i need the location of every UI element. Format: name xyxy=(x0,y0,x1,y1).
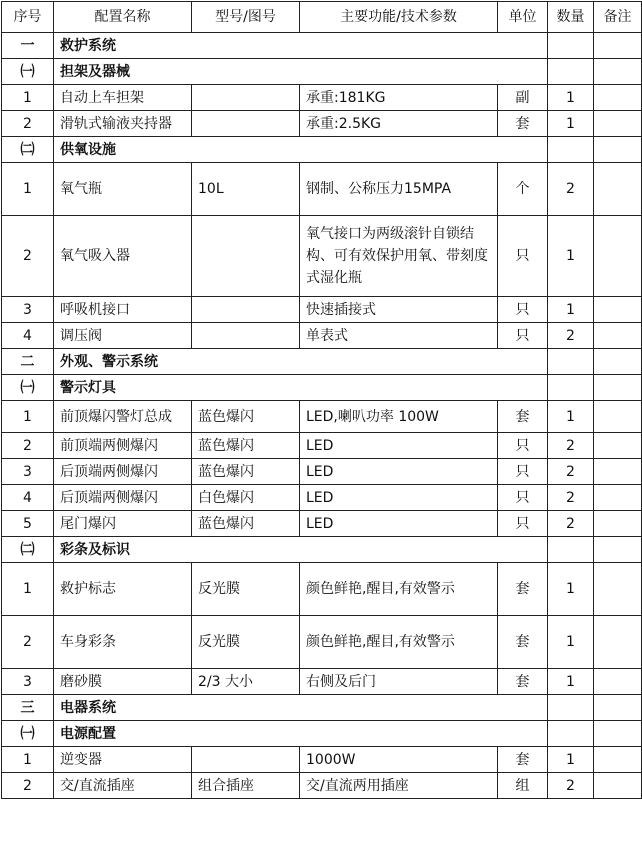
row-number: 1 xyxy=(2,563,54,616)
table-row xyxy=(2,216,642,297)
section-row xyxy=(2,695,642,721)
item-qty: 1 xyxy=(548,297,594,323)
item-unit: 只 xyxy=(498,323,548,349)
item-model: 反光膜 xyxy=(192,563,300,616)
item-qty: 1 xyxy=(548,111,594,137)
section-row xyxy=(2,721,642,747)
item-spec: LED xyxy=(300,485,498,511)
item-qty: 1 xyxy=(548,401,594,433)
item-qty: 1 xyxy=(548,85,594,111)
table-row xyxy=(2,163,642,216)
item-spec: LED xyxy=(300,511,498,537)
item-name: 救护标志 xyxy=(54,563,192,616)
item-unit: 只 xyxy=(498,459,548,485)
section-number: ㈠ xyxy=(2,375,54,401)
item-qty: 2 xyxy=(548,773,594,799)
section-empty-cell xyxy=(548,137,594,163)
item-note xyxy=(594,85,642,111)
row-number: 2 xyxy=(2,433,54,459)
section-row xyxy=(2,33,642,59)
item-unit: 只 xyxy=(498,433,548,459)
section-title: 电器系统 xyxy=(54,695,548,721)
row-number: 4 xyxy=(2,323,54,349)
item-note xyxy=(594,747,642,773)
section-empty-cell xyxy=(548,537,594,563)
row-number: 4 xyxy=(2,485,54,511)
section-number: ㈠ xyxy=(2,59,54,85)
item-unit: 只 xyxy=(498,511,548,537)
item-spec: LED xyxy=(300,433,498,459)
row-number: 2 xyxy=(2,111,54,137)
item-spec: 1000W xyxy=(300,747,498,773)
table-row xyxy=(2,297,642,323)
section-title: 救护系统 xyxy=(54,33,548,59)
row-number: 2 xyxy=(2,216,54,297)
section-row xyxy=(2,375,642,401)
item-name: 后顶端两侧爆闪 xyxy=(54,485,192,511)
row-number: 5 xyxy=(2,511,54,537)
section-empty-cell xyxy=(548,375,594,401)
item-spec: 交/直流两用插座 xyxy=(300,773,498,799)
item-name: 氧气瓶 xyxy=(54,163,192,216)
item-note xyxy=(594,163,642,216)
section-number: 三 xyxy=(2,695,54,721)
item-qty: 2 xyxy=(548,323,594,349)
item-note xyxy=(594,111,642,137)
item-unit: 只 xyxy=(498,485,548,511)
section-empty-cell xyxy=(594,59,642,85)
item-note xyxy=(594,433,642,459)
item-unit: 套 xyxy=(498,401,548,433)
item-spec: 氧气接口为两级滚针自锁结构、可有效保护用氧、带刻度式湿化瓶 xyxy=(300,216,498,297)
section-row xyxy=(2,537,642,563)
item-name: 呼吸机接口 xyxy=(54,297,192,323)
section-title: 彩条及标识 xyxy=(54,537,548,563)
header-no: 序号 xyxy=(2,2,54,33)
table-row xyxy=(2,323,642,349)
section-title: 供氧设施 xyxy=(54,137,548,163)
item-model xyxy=(192,747,300,773)
section-row xyxy=(2,137,642,163)
section-title: 警示灯具 xyxy=(54,375,548,401)
section-title: 外观、警示系统 xyxy=(54,349,548,375)
table-row xyxy=(2,773,642,799)
section-number: 一 xyxy=(2,33,54,59)
item-unit: 套 xyxy=(498,747,548,773)
table-row xyxy=(2,563,642,616)
item-note xyxy=(594,401,642,433)
section-title: 担架及器械 xyxy=(54,59,548,85)
item-spec: LED xyxy=(300,459,498,485)
item-qty: 2 xyxy=(548,485,594,511)
item-unit: 套 xyxy=(498,669,548,695)
row-number: 3 xyxy=(2,669,54,695)
table-row xyxy=(2,433,642,459)
item-model: 蓝色爆闪 xyxy=(192,459,300,485)
section-number: 二 xyxy=(2,349,54,375)
section-number: ㈠ xyxy=(2,721,54,747)
section-empty-cell xyxy=(594,721,642,747)
item-model: 反光膜 xyxy=(192,616,300,669)
item-spec: LED,喇叭功率 100W xyxy=(300,401,498,433)
item-model: 蓝色爆闪 xyxy=(192,401,300,433)
item-model xyxy=(192,297,300,323)
item-unit: 套 xyxy=(498,563,548,616)
item-qty: 1 xyxy=(548,616,594,669)
row-number: 3 xyxy=(2,297,54,323)
item-qty: 2 xyxy=(548,511,594,537)
header-qty: 数量 xyxy=(548,2,594,33)
item-model: 10L xyxy=(192,163,300,216)
item-name: 前顶端两侧爆闪 xyxy=(54,433,192,459)
item-spec: 承重:2.5KG xyxy=(300,111,498,137)
section-row xyxy=(2,349,642,375)
item-note xyxy=(594,511,642,537)
item-qty: 1 xyxy=(548,216,594,297)
item-note xyxy=(594,616,642,669)
header-model: 型号/图号 xyxy=(192,2,300,33)
item-name: 逆变器 xyxy=(54,747,192,773)
item-unit: 套 xyxy=(498,111,548,137)
item-name: 交/直流插座 xyxy=(54,773,192,799)
table-row xyxy=(2,511,642,537)
table-row xyxy=(2,485,642,511)
section-empty-cell xyxy=(548,721,594,747)
item-name: 滑轨式输液夹持器 xyxy=(54,111,192,137)
item-name: 车身彩条 xyxy=(54,616,192,669)
section-empty-cell xyxy=(594,537,642,563)
item-unit: 组 xyxy=(498,773,548,799)
row-number: 1 xyxy=(2,747,54,773)
item-note xyxy=(594,323,642,349)
item-unit: 个 xyxy=(498,163,548,216)
item-name: 调压阀 xyxy=(54,323,192,349)
item-unit: 只 xyxy=(498,216,548,297)
header-name: 配置名称 xyxy=(54,2,192,33)
item-qty: 1 xyxy=(548,669,594,695)
item-model: 蓝色爆闪 xyxy=(192,511,300,537)
table-row xyxy=(2,85,642,111)
item-note xyxy=(594,563,642,616)
table-row xyxy=(2,111,642,137)
item-note xyxy=(594,669,642,695)
header-note: 备注 xyxy=(594,2,642,33)
row-number: 2 xyxy=(2,616,54,669)
row-number: 3 xyxy=(2,459,54,485)
section-empty-cell xyxy=(594,137,642,163)
item-model xyxy=(192,323,300,349)
item-unit: 只 xyxy=(498,297,548,323)
item-note xyxy=(594,485,642,511)
section-title: 电源配置 xyxy=(54,721,548,747)
item-name: 磨砂膜 xyxy=(54,669,192,695)
item-note xyxy=(594,459,642,485)
item-qty: 2 xyxy=(548,433,594,459)
item-unit: 套 xyxy=(498,616,548,669)
item-spec: 右侧及后门 xyxy=(300,669,498,695)
row-number: 1 xyxy=(2,163,54,216)
section-empty-cell xyxy=(594,33,642,59)
table-body xyxy=(2,33,642,799)
table-row xyxy=(2,669,642,695)
header-spec: 主要功能/技术参数 xyxy=(300,2,498,33)
section-empty-cell xyxy=(548,349,594,375)
section-empty-cell xyxy=(594,375,642,401)
item-model: 白色爆闪 xyxy=(192,485,300,511)
item-model: 组合插座 xyxy=(192,773,300,799)
item-qty: 2 xyxy=(548,163,594,216)
item-qty: 1 xyxy=(548,563,594,616)
item-note xyxy=(594,216,642,297)
table-row xyxy=(2,459,642,485)
table-row xyxy=(2,747,642,773)
item-note xyxy=(594,297,642,323)
section-number: ㈡ xyxy=(2,137,54,163)
section-empty-cell xyxy=(594,349,642,375)
item-spec: 颜色鲜艳,醒目,有效警示 xyxy=(300,616,498,669)
table-row xyxy=(2,616,642,669)
item-model xyxy=(192,111,300,137)
item-name: 氧气吸入器 xyxy=(54,216,192,297)
item-name: 后顶端两侧爆闪 xyxy=(54,459,192,485)
item-model xyxy=(192,216,300,297)
header-unit: 单位 xyxy=(498,2,548,33)
section-row xyxy=(2,59,642,85)
item-unit: 副 xyxy=(498,85,548,111)
config-table xyxy=(1,1,642,799)
item-name: 尾门爆闪 xyxy=(54,511,192,537)
row-number: 1 xyxy=(2,401,54,433)
item-model: 2/3 大小 xyxy=(192,669,300,695)
section-number: ㈡ xyxy=(2,537,54,563)
table-row xyxy=(2,401,642,433)
item-spec: 钢制、公称压力15MPA xyxy=(300,163,498,216)
item-spec: 承重:181KG xyxy=(300,85,498,111)
item-name: 自动上车担架 xyxy=(54,85,192,111)
section-empty-cell xyxy=(548,59,594,85)
item-spec: 快速插接式 xyxy=(300,297,498,323)
section-empty-cell xyxy=(548,695,594,721)
item-model: 蓝色爆闪 xyxy=(192,433,300,459)
section-empty-cell xyxy=(548,33,594,59)
item-spec: 单表式 xyxy=(300,323,498,349)
item-qty: 1 xyxy=(548,747,594,773)
row-number: 1 xyxy=(2,85,54,111)
row-number: 2 xyxy=(2,773,54,799)
item-spec: 颜色鲜艳,醒目,有效警示 xyxy=(300,563,498,616)
item-name: 前顶爆闪警灯总成 xyxy=(54,401,192,433)
section-empty-cell xyxy=(594,695,642,721)
item-model xyxy=(192,85,300,111)
item-qty: 2 xyxy=(548,459,594,485)
item-note xyxy=(594,773,642,799)
header-row xyxy=(2,2,642,33)
